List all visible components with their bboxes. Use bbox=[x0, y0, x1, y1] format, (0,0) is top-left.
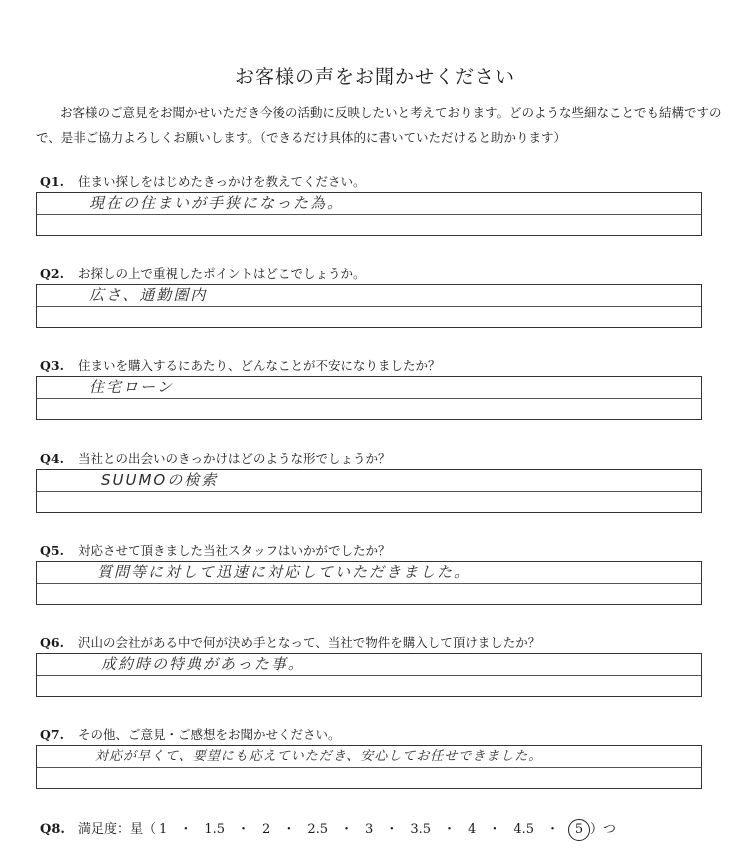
rating-separator: ・ bbox=[237, 822, 251, 837]
answer-text-1: 現在の住まいが手狭になった為。 bbox=[89, 194, 345, 212]
rating-option[interactable]: 4 bbox=[468, 822, 477, 837]
question-text: 住まい探しをはじめたきっかけを教えてください。 bbox=[78, 174, 366, 189]
answer-line bbox=[37, 767, 701, 768]
question-number: Q3. bbox=[40, 358, 64, 373]
rating-open-paren: （ bbox=[143, 822, 157, 837]
rating-separator: ・ bbox=[546, 822, 560, 837]
rating-option[interactable]: 2 bbox=[262, 822, 271, 837]
answer-line bbox=[37, 675, 701, 676]
answer-box-5[interactable] bbox=[36, 561, 702, 605]
rating-separator: ・ bbox=[488, 822, 502, 837]
answer-line bbox=[37, 214, 701, 215]
question-number: Q5. bbox=[40, 543, 64, 558]
rating-label: 満足度：星 bbox=[78, 822, 144, 837]
form-intro: お客様のご意見をお聞かせいただき今後の活動に反映したいと考えております。どのような些細なことでも結構ですので、是非ご協力よろしくお願いします。（できるだけ具体的に書いていただけると助かります） bbox=[36, 105, 722, 145]
answer-box-6[interactable] bbox=[36, 653, 702, 697]
question-number: Q4. bbox=[40, 451, 64, 466]
question-number: Q8. bbox=[40, 822, 65, 837]
question-7 bbox=[40, 725, 341, 743]
answer-box-3[interactable] bbox=[36, 376, 702, 420]
question-text: その他、ご意見・ご感想をお聞かせください。 bbox=[78, 727, 341, 742]
answer-text-4: SUUMOの検索 bbox=[101, 471, 219, 489]
form-title: お客様の声をお聞かせください bbox=[234, 66, 515, 88]
question-number: Q6. bbox=[40, 635, 64, 650]
question-4 bbox=[40, 449, 391, 467]
question-text: 当社との出会いのきっかけはどのような形でしょうか？ bbox=[78, 451, 391, 466]
rating-separator: ・ bbox=[340, 822, 354, 837]
rating-option[interactable]: 3 bbox=[365, 822, 374, 837]
rating-options bbox=[156, 822, 590, 837]
question-6 bbox=[40, 633, 540, 651]
question-1 bbox=[40, 172, 366, 190]
answer-box-1[interactable] bbox=[36, 192, 702, 236]
answer-text-6: 成約時の特典があった事。 bbox=[101, 655, 305, 673]
answer-box-7[interactable] bbox=[36, 745, 702, 789]
question-text: 沢山の会社がある中で何が決め手となって、当社で物件を購入して頂けましたか？ bbox=[78, 635, 541, 650]
question-text: 対応させて頂きました当社スタッフはいかがでしたか？ bbox=[78, 543, 391, 558]
rating-separator: ・ bbox=[385, 822, 399, 837]
question-number: Q2. bbox=[40, 266, 64, 281]
rating-option[interactable]: 2.5 bbox=[307, 822, 329, 837]
satisfaction-rating bbox=[40, 818, 616, 841]
answer-text-7: 対応が早くて、要望にも応えていただき、安心してお任せできました。 bbox=[95, 749, 543, 764]
question-text: 住まいを購入するにあたり、どんなことが不安になりましたか？ bbox=[78, 358, 441, 373]
question-2 bbox=[40, 264, 366, 282]
question-5 bbox=[40, 541, 391, 559]
rating-option[interactable]: 1.5 bbox=[204, 822, 226, 837]
rating-separator: ・ bbox=[282, 822, 296, 837]
answer-text-2: 広さ、通勤圏内 bbox=[89, 286, 208, 304]
answer-text-5: 質問等に対して迅速に対応していただきました。 bbox=[97, 563, 472, 581]
answer-line bbox=[37, 398, 701, 399]
answer-line bbox=[37, 306, 701, 307]
answer-line bbox=[37, 491, 701, 492]
rating-separator: ・ bbox=[179, 822, 193, 837]
question-number: Q1. bbox=[40, 174, 64, 189]
rating-close-paren: ）つ bbox=[590, 822, 617, 837]
answer-line bbox=[37, 583, 701, 584]
rating-option[interactable]: 3.5 bbox=[410, 822, 432, 837]
question-text: お探しの上で重視したポイントはどこでしょうか。 bbox=[78, 266, 366, 281]
rating-option-selected[interactable]: 5 bbox=[568, 819, 590, 841]
question-3 bbox=[40, 356, 441, 374]
answer-box-4[interactable] bbox=[36, 469, 702, 513]
answer-text-3: 住宅ローン bbox=[89, 378, 174, 396]
rating-option[interactable]: 4.5 bbox=[513, 822, 535, 837]
rating-option[interactable]: 1 bbox=[159, 822, 168, 837]
answer-box-2[interactable] bbox=[36, 284, 702, 328]
rating-separator: ・ bbox=[443, 822, 457, 837]
question-number: Q7. bbox=[40, 727, 64, 742]
